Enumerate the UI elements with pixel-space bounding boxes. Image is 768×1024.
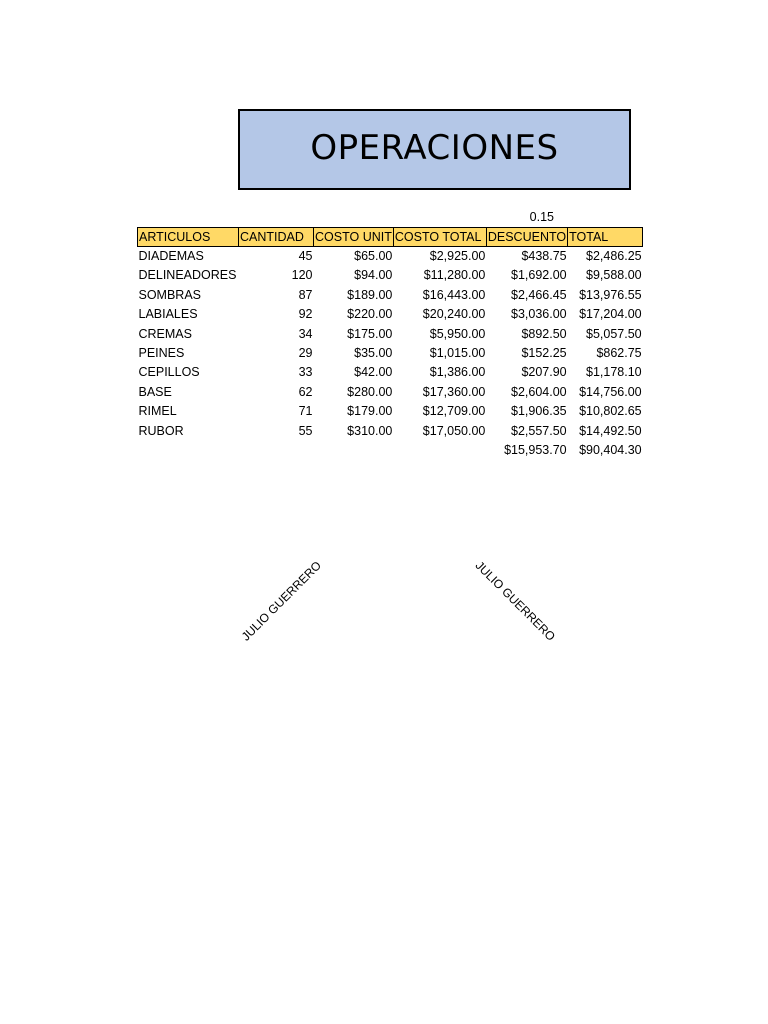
cell-costo-total: $5,950.00 [429, 326, 486, 341]
cell-costo-unit: $179.00 [347, 404, 393, 419]
signature-right: JULIO GUERRERO [472, 558, 559, 644]
cell-descuento: $152.25 [521, 346, 567, 361]
empty-cell [138, 441, 239, 460]
header-costo-total: COSTO TOTAL [393, 228, 486, 247]
cell-cantidad: 33 [298, 365, 313, 380]
table-row [138, 363, 643, 382]
operations-table [137, 227, 643, 460]
title-banner [238, 109, 631, 190]
cell-costo-total: $1,386.00 [429, 365, 486, 380]
cell-articulo: PEINES [138, 346, 185, 361]
cell-descuento: $1,906.35 [511, 404, 567, 419]
cell-articulo: LABIALES [138, 307, 198, 322]
table-row [138, 383, 643, 402]
cell-descuento: $1,692.00 [511, 268, 567, 283]
total-descuento: $15,953.70 [504, 443, 567, 458]
cell-costo-unit: $310.00 [347, 423, 393, 438]
cell-costo-unit: $175.00 [347, 326, 393, 341]
empty-cell [239, 441, 314, 460]
cell-costo-total: $20,240.00 [422, 307, 486, 322]
page-title: OPERACIONES [310, 127, 559, 168]
cell-articulo: DELINEADORES [138, 268, 237, 283]
cell-costo-unit: $35.00 [354, 346, 393, 361]
table-row [138, 286, 643, 305]
cell-descuento: $3,036.00 [511, 307, 567, 322]
cell-total: $10,802.65 [579, 404, 642, 419]
table-body [138, 247, 643, 461]
cell-costo-unit: $65.00 [354, 249, 393, 263]
cell-cantidad: 45 [298, 249, 313, 263]
cell-articulo: CREMAS [138, 326, 192, 341]
cell-total: $9,588.00 [586, 268, 642, 283]
cell-articulo: RUBOR [138, 423, 184, 438]
cell-costo-unit: $42.00 [354, 365, 393, 380]
cell-cantidad: 92 [298, 307, 313, 322]
cell-descuento: $892.50 [521, 326, 567, 341]
cell-total: $13,976.55 [579, 287, 642, 302]
table-row [138, 344, 643, 363]
signature-left: JULIO GUERRERO [238, 558, 325, 644]
cell-descuento: $438.75 [521, 249, 567, 263]
cell-total: $5,057.50 [586, 326, 642, 341]
cell-costo-total: $12,709.00 [422, 404, 486, 419]
cell-costo-total: $1,015.00 [429, 346, 486, 361]
cell-cantidad: 71 [298, 404, 313, 419]
cell-descuento: $2,604.00 [511, 384, 567, 399]
cell-descuento: $207.90 [521, 365, 567, 380]
cell-costo-total: $2,925.00 [429, 249, 486, 263]
cell-total: $14,492.50 [579, 423, 642, 438]
cell-cantidad: 62 [298, 384, 313, 399]
table-row [138, 266, 643, 285]
cell-total: $2,486.25 [586, 249, 642, 263]
grand-total: $90,404.30 [579, 443, 642, 458]
cell-costo-unit: $220.00 [347, 307, 393, 322]
cell-total: $1,178.10 [586, 365, 642, 380]
header-row [138, 228, 643, 247]
cell-cantidad: 87 [298, 287, 313, 302]
discount-rate: 0.15 [529, 210, 554, 224]
header-articulos: ARTICULOS [138, 228, 239, 247]
cell-cantidad: 34 [298, 326, 313, 341]
cell-costo-total: $11,280.00 [423, 268, 486, 283]
header-costo-unit: COSTO UNIT [314, 228, 394, 247]
cell-costo-unit: $280.00 [347, 384, 393, 399]
cell-articulo: BASE [138, 384, 172, 399]
cell-costo-total: $17,360.00 [422, 384, 486, 399]
header-cantidad: CANTIDAD [239, 228, 314, 247]
cell-costo-unit: $94.00 [354, 268, 393, 283]
cell-costo-unit: $189.00 [347, 287, 393, 302]
cell-costo-total: $16,443.00 [422, 287, 486, 302]
header-total: TOTAL [568, 228, 643, 247]
table-row [138, 325, 643, 344]
cell-costo-total: $17,050.00 [422, 423, 486, 438]
table-row [138, 247, 643, 267]
cell-total: $862.75 [596, 346, 642, 361]
cell-descuento: $2,466.45 [511, 287, 567, 302]
cell-cantidad: 120 [291, 268, 313, 283]
cell-articulo: RIMEL [138, 404, 177, 419]
cell-articulo: DIADEMAS [138, 249, 204, 263]
table-row [138, 305, 643, 324]
cell-descuento: $2,557.50 [511, 423, 567, 438]
cell-cantidad: 55 [298, 423, 313, 438]
cell-total: $17,204.00 [579, 307, 642, 322]
table-row [138, 402, 643, 421]
cell-articulo: SOMBRAS [138, 287, 202, 302]
header-descuento: DESCUENTO [486, 228, 567, 247]
cell-total: $14,756.00 [579, 384, 642, 399]
empty-cell [314, 441, 394, 460]
table-row [138, 422, 643, 441]
totals-row [138, 441, 643, 460]
cell-cantidad: 29 [298, 346, 313, 361]
empty-cell [393, 441, 486, 460]
cell-articulo: CEPILLOS [138, 365, 200, 380]
